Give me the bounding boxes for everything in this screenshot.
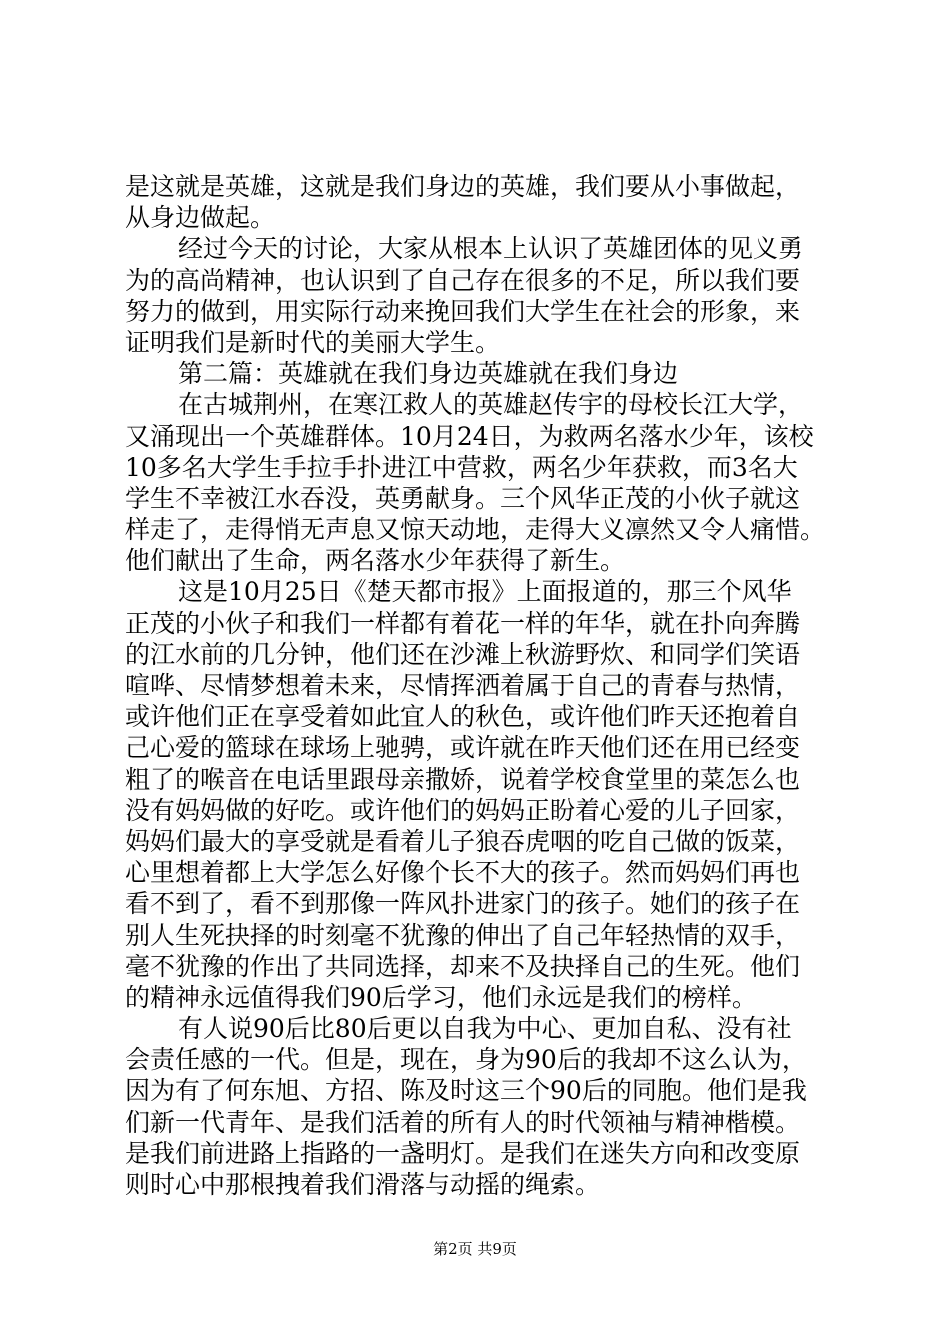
document-body (125, 171, 855, 1200)
text-line: 的精神永远值得我们90后学习，他们永远是我们的榜样。 (125, 982, 757, 1012)
text-line: 学生不幸被江水吞没，英勇献身。三个风华正茂的小伙子就这 (125, 483, 801, 513)
text-line: 粗了的喉音在电话里跟母亲撒娇，说着学校食堂里的菜怎么也 (125, 764, 801, 794)
text-line: 则时心中那根拽着我们滑落与动摇的绳索。 (125, 1170, 601, 1199)
text-line: 是这就是英雄，这就是我们身边的英雄，我们要从小事做起， (125, 172, 801, 201)
text-line: 为的高尚精神，也认识到了自己存在很多的不足，所以我们要 (125, 265, 801, 295)
text-line: 从身边做起。 (125, 203, 276, 233)
text-line: 10多名大学生手拉手扑进江中营救，两名少年获救，而3名大 (125, 452, 798, 482)
text-line: 妈妈们最大的享受就是看着儿子狼吞虎咽的吃自己做的饭菜， (125, 826, 801, 856)
text-line: 会责任感的一代。但是，现在，身为90后的我却不这么认为， (125, 1045, 807, 1075)
text-line: 样走了，走得悄无声息又惊天动地，走得大义凛然又令人痛惜。 (125, 515, 826, 545)
text-line: 别人生死抉择的时刻毫不犹豫的伸出了自己年轻热情的双手， (125, 920, 801, 950)
text-line: 毫不犹豫的作出了共同选择，却来不及抉择自己的生死。他们 (125, 951, 801, 981)
text-line: 有人说90后比80后更以自我为中心、更加自私、没有社 (178, 1014, 792, 1044)
text-line: 经过今天的讨论，大家从根本上认识了英雄团体的见义勇 (178, 234, 804, 264)
text-line: 因为有了何东旭、方招、陈及时这三个90后的同胞。他们是我 (125, 1076, 807, 1106)
page-footer: 第2页 共9页 (433, 1240, 517, 1258)
text-line: 没有妈妈做的好吃。或许他们的妈妈正盼着心爱的儿子回家， (125, 795, 801, 825)
text-line: 己心爱的篮球在球场上驰骋，或许就在昨天他们还在用已经变 (125, 733, 801, 763)
text-line: 心里想着都上大学怎么好像个长不大的孩子。然而妈妈们再也 (125, 858, 801, 888)
text-line: 正茂的小伙子和我们一样都有着花一样的年华，就在扑向奔腾 (125, 608, 801, 638)
text-line: 他们献出了生命，两名落水少年获得了新生。 (125, 546, 626, 576)
text-line: 们新一代青年、是我们活着的所有人的时代领袖与精神楷模。 (125, 1107, 801, 1137)
text-line: 证明我们是新时代的美丽大学生。 (125, 327, 501, 357)
text-line: 在古城荆州，在寒江救人的英雄赵传宇的母校长江大学， (178, 390, 804, 420)
text-line: 又涌现出一个英雄群体。10月24日，为救两名落水少年，该校 (125, 421, 814, 451)
text-line: 第二篇：英雄就在我们身边英雄就在我们身边 (178, 359, 679, 389)
text-line: 的江水前的几分钟，他们还在沙滩上秋游野炊、和同学们笑语 (125, 639, 801, 669)
text-line: 这是10月25日《楚天都市报》上面报道的，那三个风华 (178, 577, 792, 607)
text-line: 努力的做到，用实际行动来挽回我们大学生在社会的形象，来 (125, 296, 801, 326)
text-line: 看不到了，看不到那像一阵风扑进家门的孩子。她们的孩子在 (125, 889, 801, 919)
text-line: 或许他们正在享受着如此宜人的秋色，或许他们昨天还抱着自 (125, 702, 801, 732)
text-line: 是我们前进路上指路的一盏明灯。是我们在迷失方向和改变原 (125, 1138, 801, 1168)
text-line: 喧哗、尽情梦想着未来，尽情挥洒着属于自己的青春与热情， (125, 671, 801, 700)
